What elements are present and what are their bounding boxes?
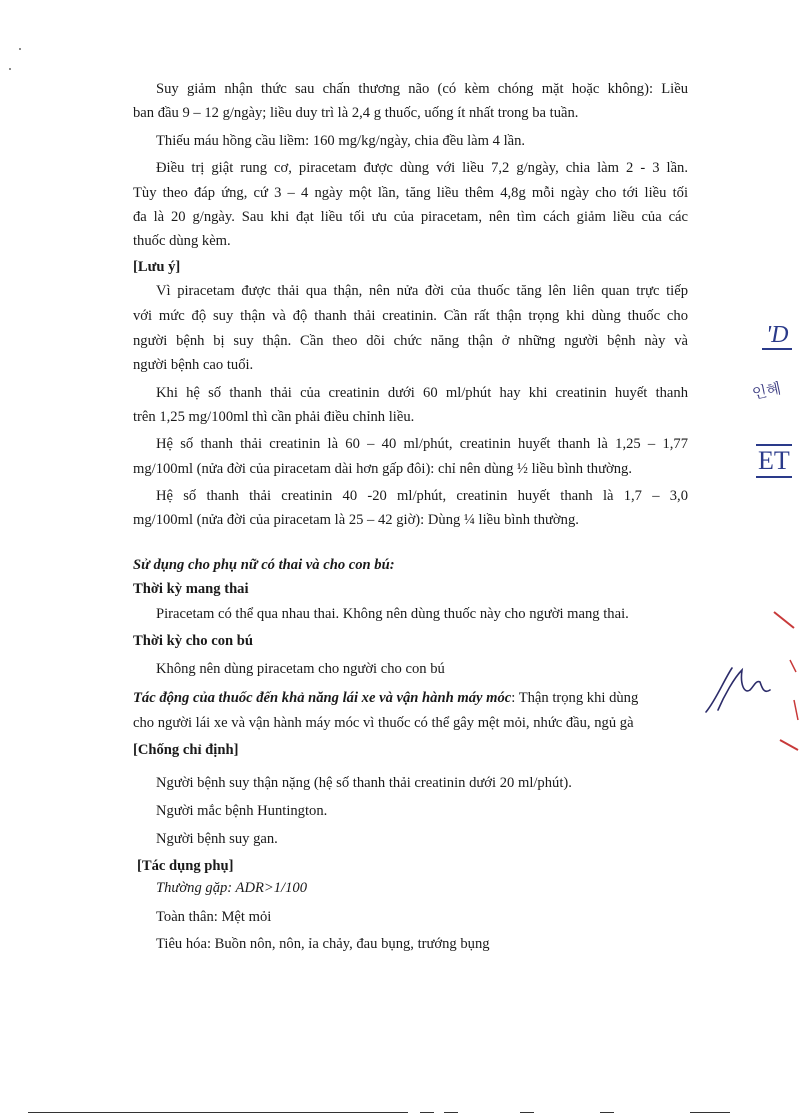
driving-text: : Thận trọng khi dùng <box>511 690 639 706</box>
stamp-fragment-et: ET <box>756 444 792 478</box>
paragraph-line: với mức độ suy thận và độ thanh thải creatinin. Cần rất thận trọng khi dùng thuốc cho <box>133 308 688 324</box>
bottom-rule <box>444 1112 458 1113</box>
paragraph-line: người bệnh bị suy thận. Cần theo dõi chức năng thận ở những người bệnh này và <box>133 333 688 349</box>
list-item: Người mắc bệnh Huntington. <box>156 803 328 819</box>
subheading-breastfeeding: Thời kỳ cho con bú <box>133 633 254 649</box>
paragraph-line: Hệ số thanh thải creatinin là 60 – 40 ml/phút, creatinin huyết thanh là 1,25 – 1,77 <box>156 436 688 452</box>
list-item: Người bệnh suy thận nặng (hệ số thanh thải creatinin dưới 20 ml/phút). <box>156 775 572 791</box>
paragraph-line: Piracetam có thể qua nhau thai. Không nên dùng thuốc này cho người mang thai. <box>156 606 629 622</box>
driving-paragraph-line <box>133 688 638 708</box>
paragraph-line: đa là 20 g/ngày. Sau khi đạt liều tối ưu của piracetam, nên tìm cách giảm liều của các <box>133 209 688 225</box>
paragraph-line: Hệ số thanh thải creatinin 40 -20 ml/phút, creatinin huyết thanh là 1,7 – 3,0 <box>156 488 688 504</box>
section-heading-pregnancy: Sử dụng cho phụ nữ có thai và cho con bú: <box>133 557 395 573</box>
paragraph-line: Vì piracetam được thải qua thận, nên nửa đời của thuốc tăng lên liên quan trực tiếp <box>156 283 688 299</box>
red-margin-marks <box>760 600 800 760</box>
paragraph-line: người bệnh cao tuổi. <box>133 357 254 373</box>
scan-speck <box>19 48 21 50</box>
list-item: Toàn thân: Mệt mỏi <box>156 909 272 925</box>
paragraph-line: mg/100ml (nửa đời của piracetam dài hơn gấp đôi): chỉ nên dùng ½ liều bình thường. <box>133 461 632 477</box>
section-heading-luu-y: [Lưu ý] <box>133 259 181 275</box>
paragraph-line: cho người lái xe và vận hành máy móc vì thuốc có thể gây mệt mỏi, nhức đầu, ngủ gà <box>133 715 634 731</box>
subheading-pregnancy: Thời kỳ mang thai <box>133 581 249 597</box>
bottom-rule <box>690 1112 730 1113</box>
paragraph-line: Thiếu máu hồng cầu liềm: 160 mg/kg/ngày, chia đều làm 4 lần. <box>156 133 526 149</box>
paragraph-line: Suy giảm nhận thức sau chấn thương não (có kèm chóng mặt hoặc không): Liều <box>156 81 688 97</box>
bottom-rule <box>520 1112 534 1113</box>
stamp-fragment-top: 'D <box>762 322 792 350</box>
paragraph-line: trên 1,25 mg/100ml thì cần phải điều chỉnh liều. <box>133 409 415 425</box>
stamp-fragment-korean: 인혜 <box>750 381 783 403</box>
section-heading-side-effects: [Tác dụng phụ] <box>137 858 234 874</box>
paragraph-line: Tùy theo đáp ứng, cứ 3 – 4 ngày một lần, tăng liều thêm 4,8g mỗi ngày cho tới liều tối <box>133 185 688 201</box>
bottom-rule <box>28 1112 408 1113</box>
paragraph-line: ban đầu 9 – 12 g/ngày; liều duy trì là 2,4 g thuốc, uống ít nhất trong ba tuần. <box>133 105 579 121</box>
section-heading-contraindications: [Chống chỉ định] <box>133 742 239 758</box>
paragraph-line: Không nên dùng piracetam cho người cho con bú <box>156 661 445 677</box>
side-effects-frequency: Thường gặp: ADR>1/100 <box>156 880 307 896</box>
paragraph-line: mg/100ml (nửa đời của piracetam là 25 – 42 giờ): Dùng ¼ liều bình thường. <box>133 512 579 528</box>
scan-speck <box>9 68 11 70</box>
list-item: Người bệnh suy gan. <box>156 831 278 847</box>
paragraph-line: Khi hệ số thanh thải của creatinin dưới 60 ml/phút hay khi creatinin huyết thanh <box>156 385 688 401</box>
bottom-rule <box>600 1112 614 1113</box>
list-item: Tiêu hóa: Buồn nôn, nôn, ỉa chảy, đau bụng, trướng bụng <box>156 936 490 952</box>
paragraph-line: thuốc dùng kèm. <box>133 233 231 249</box>
driving-heading: Tác động của thuốc đến khả năng lái xe và vận hành máy móc <box>133 690 512 706</box>
paragraph-line: Điều trị giật rung cơ, piracetam được dùng với liều 7,2 g/ngày, chia làm 2 - 3 lần. <box>156 160 688 176</box>
bottom-rule <box>420 1112 434 1113</box>
